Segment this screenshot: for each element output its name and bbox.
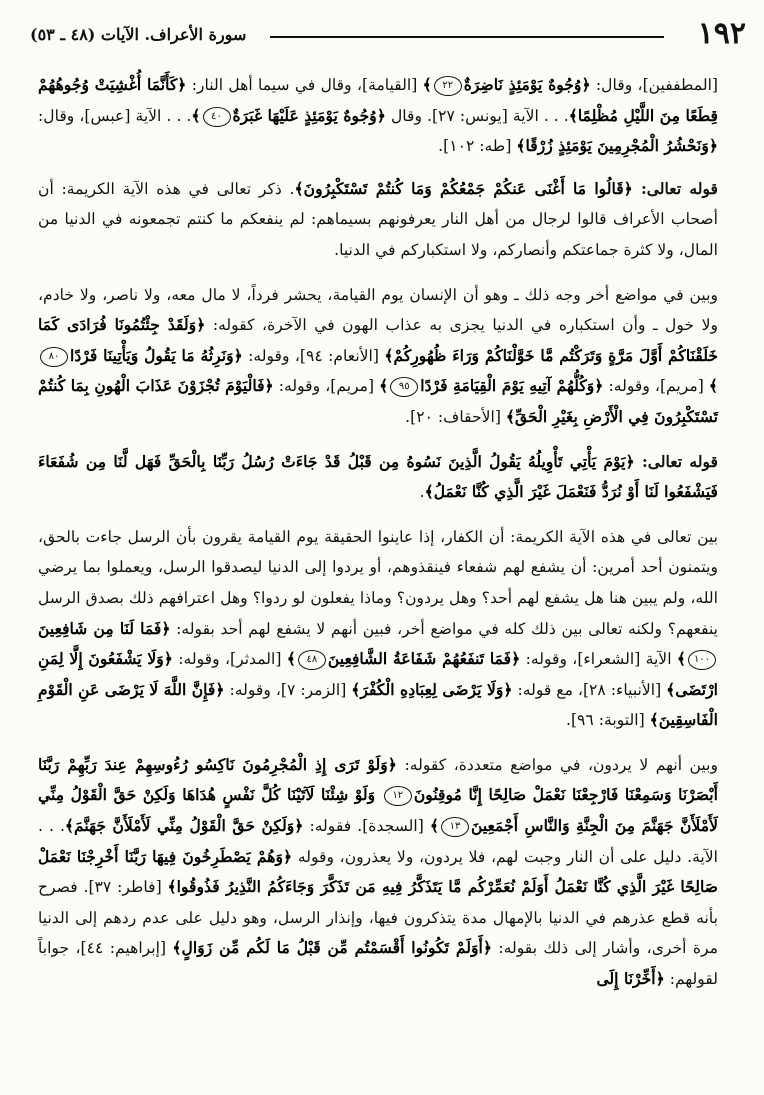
quran-verse: ﴿وَنَرِثُهُ مَا يَقُولُ وَيَأْتِينَا فَرْدًا [70, 345, 243, 365]
quran-verse: ﴾ [676, 649, 686, 669]
text-run: [الأنبياء: ٢٨]، مع قوله: [512, 680, 667, 699]
quran-verse: ﴿وَلَا يَرْضَى لِعِبَادِهِ الْكُفْرَ﴾ [351, 679, 513, 699]
ayah-number-marker: ٤٨ [298, 650, 326, 670]
ayah-number-marker: ١٠٠ [688, 650, 716, 670]
text-run: وبين أنهم لا يردون، في مواضع متعددة، كقوله: [396, 755, 718, 774]
text-run: . . . الآية [يونس: ٢٧]. وقال [385, 106, 569, 125]
paragraph [38, 70, 718, 162]
quran-verse: ﴾ [422, 75, 432, 94]
paragraph [38, 750, 718, 995]
lead-phrase: قوله تعالى: [634, 451, 718, 471]
quran-verse: ﴾ [429, 816, 439, 836]
text-run: [الأحقاف: ٢٠]. [405, 407, 506, 426]
quran-verse: ﴿فَمَا تَنفَعُهُمْ شَفَاعَةُ الشَّافِعِينَ [327, 649, 521, 669]
quran-verse: ﴿وُجُوهٌ يَوْمَئِذٍ عَلَيْهَا غَبَرَةٌ [232, 105, 386, 125]
text-run: [المطففين]، وقال: [590, 76, 718, 94]
quran-verse: ﴿وَلَوْ تَرَى إِذِ الْمُجْرِمُونَ نَاكِسُو رُءُوسِهِمْ عِندَ رَبِّهِمْ رَبَّنَا أَبْصَرْنَا وَسَمِعْنَا فَارْجِعْنَا نَعْمَلْ صَالِحًا إِنَّا مُوقِنُونَ [38, 754, 718, 805]
ayah-number-marker: ١٣ [441, 817, 469, 837]
quran-verse: ﴿فَإِنَّ اللَّهَ لَا يَرْضَى عَنِ الْقَوْمِ الْفَاسِقِينَ﴾ [38, 679, 718, 730]
paragraph [38, 174, 718, 266]
quran-verse: ﴿وَلَقَدْ جِئْتُمُونَا فُرَادَى كَمَا خَلَقْنَاكُمْ أَوَّلَ مَرَّةٍ وَتَرَكْتُم مَّا خَوَّلْنَاكُمْ وَرَاءَ ظُهُورِكُمْ﴾ [38, 315, 718, 365]
paragraph [38, 280, 718, 433]
quran-verse: وَلَوْ شِئْنَا لَآتَيْنَا كُلَّ نَفْسٍ هُدَاهَا وَلَكِنْ حَقَّ الْقَوْلُ مِنِّي لَأَمْلَأَنَّ جَهَنَّمَ مِنَ الْجِنَّةِ وَالنَّاسِ أَجْمَعِينَ [38, 785, 718, 836]
quran-verse: ﴾ [708, 376, 718, 396]
quran-verse: ﴿فَالْيَوْمَ تُجْزَوْنَ عَذَابَ الْهُونِ بِمَا كُنتُمْ تَسْتَكْبِرُونَ فِي الْأَرْضِ بِغَيْرِ الْحَقِّ﴾ [38, 376, 718, 426]
quran-verse: ﴾ [286, 649, 296, 669]
quran-verse: ﴿يَوْمَ يَأْتِي تَأْوِيلُهُ يَقُولُ الَّذِينَ نَسُوهُ مِن قَبْلُ قَدْ جَاءَتْ رُسُلُ رَبِّنَا بِالْحَقِّ فَهَل لَّنَا مِن شُفَعَاءَ فَيَشْفَعُوا لَنَا أَوْ نُرَدُّ فَنَعْمَلَ غَيْرَ الَّذِي كُنَّا نَعْمَلُ﴾ [38, 451, 718, 502]
text-run: . [419, 483, 425, 502]
text-run: وبين في مواضع أخر وجه ذلك ـ وهو أن الإنسان يوم القيامة، يحشر فرداً، لا مال معه، ولا ناصر، ولا خادم، ولا خول ـ وأن استكباره في الدنيا يجزى به عذاب الهون في الآخرة، كقوله: [38, 285, 718, 335]
text-run: [مريم]، وقوله: [603, 377, 709, 396]
ayah-number-marker: ٨٠ [40, 347, 68, 367]
quran-verse: ﴿وَنَحْشُرُ الْمُجْرِمِينَ يَوْمَئِذٍ زُرْقًا﴾ [516, 136, 718, 156]
quran-verse: ﴿وَلَكِنْ حَقَّ الْقَوْلُ مِنِّي لَأَمْلَأَنَّ جَهَنَّمَ﴾ [64, 816, 304, 836]
quran-verse: ﴿وَكُلُّهُمْ آتِيهِ يَوْمَ الْقِيَامَةِ فَرْدًا [420, 376, 604, 396]
text-run: [التوبة: ٩٦]. [566, 711, 650, 730]
quran-verse: ﴿قَالُوا مَا أَغْنَى عَنكُمْ جَمْعُكُمْ وَمَا كُنتُمْ تَسْتَكْبِرُونَ﴾ [294, 178, 633, 198]
text-run: [طه: ١٠٢]. [438, 137, 517, 156]
page-body [38, 70, 718, 1009]
quran-verse: ﴾ [191, 105, 201, 125]
paragraph [38, 522, 718, 736]
ayah-number-marker: ٢٢ [434, 76, 462, 96]
ayah-number-marker: ٩٥ [390, 377, 418, 397]
text-run: الآية [الشعراء]، وقوله: [520, 650, 677, 669]
text-run: [المدثر]، وقوله: [172, 650, 287, 669]
page-number: ١٩٢ [697, 16, 746, 51]
ayah-number-marker: ١٢ [384, 786, 412, 806]
text-run: [إبراهيم: ٤٤]، جواباً لقولهم: [38, 939, 718, 989]
quran-verse: ﴿وُجُوهٌ يَوْمَئِذٍ نَاضِرَةٌ [463, 75, 591, 94]
text-run: [السجدة]. فقوله: [303, 817, 430, 836]
quran-verse: ﴿وَهُمْ يَصْطَرِخُونَ فِيهَا رَبَّنَا أَخْرِجْنَا نَعْمَلْ صَالِحًا غَيْرَ الَّذِي كُنَّا نَعْمَلُ أَوَلَمْ نُعَمِّرْكُم مَّا يَتَذَكَّرُ فِيهِ مَن تَذَكَّرَ وَجَاءَكُمُ النَّذِيرُ فَذُوقُوا﴾ [38, 846, 718, 897]
quran-verse: ﴿فَمَا لَنَا مِن شَافِعِينَ [38, 618, 171, 638]
text-run: [فاطر: ٣٧]. فصرح بأنه قطع عذرهم في الدنيا بالإمهال مدة يتذكرون فيها، وإنذار الرسل، وهو دليل على عدم ردهم إلى الدنيا مرة أخرى، وأشار إلى ذلك بقوله: [38, 878, 718, 958]
text-run: [الزمر: ٧]، وقوله: [224, 680, 352, 699]
text-run: [القيامة]، وقال في سيما أهل النار: [186, 76, 423, 94]
quran-verse: ﴾ [379, 376, 389, 396]
quran-verse: ﴿كَأَنَّمَا أُغْشِيَتْ وُجُوهُهُمْ قِطَعًا مِنَ اللَّيْلِ مُظْلِمًا﴾ [38, 75, 718, 125]
header-rule [270, 36, 664, 38]
text-run: [الأنعام: ٩٤]، وقوله: [242, 346, 385, 365]
paragraph [38, 447, 718, 508]
lead-phrase: قوله تعالى: [632, 178, 719, 198]
text-run: [مريم]، وقوله: [273, 377, 380, 396]
quran-verse: ﴿أَوَلَمْ تَكُونُوا أَقْسَمْتُم مِّن قَبْلُ مَا لَكُم مِّن زَوَالٍ﴾ [172, 938, 492, 958]
running-title: سورة الأعراف. الآيات (٤٨ ـ ٥٣) [30, 25, 247, 44]
quran-verse: ﴿وَلَا يَشْفَعُونَ إِلَّا لِمَنِ ارْتَضَى﴾ [38, 649, 719, 699]
page-header [30, 18, 746, 54]
text-run: . ذكر تعالى في هذه الآية الكريمة: أن أصحاب الأعراف قالوا لرجال من أهل النار يعرفونهم بسيماهم: لم ينفعكم ما كنتم تجمعونه في الدنيا من المال، ولا كثرة جماعتكم وأنصاركم، ولا استكباركم في الدنيا. [38, 179, 718, 259]
text-run: . . . الآية [عبس]، وقال: [38, 106, 192, 125]
ayah-number-marker: ٤٠ [203, 107, 231, 127]
quran-verse: ﴿أَخِّرْنَا إِلَى [596, 969, 665, 989]
text-run: . . . الآية. دليل على أن النار وجبت لهم، فلا يردون، ولا يعذرون، وقوله [38, 817, 718, 866]
text-run: بين تعالى في هذه الآية الكريمة: أن الكفار، إذا عاينوا الحقيقة يوم القيامة يقرون بأن الرسل جاءت بالحق، ويتمنون أحد أمرين: أن يشفع لهم شفعاء فينقذوهم، أو يردوا إلى الدنيا ليصدقوا الرسل، ويعملوا بما يرضي الله، ولم يبين هنا هل يشفع لهم أحد؟ وهل يردون؟ وماذا يفعلون لو ردوا؟ وهل اعترافهم ذلك بصدق الرسل ينفعهم؟ ولكنه تعالى بين ذلك كله في مواضع أخر، فبين أنهم لا يشفع لهم أحد بقوله: [38, 527, 718, 638]
